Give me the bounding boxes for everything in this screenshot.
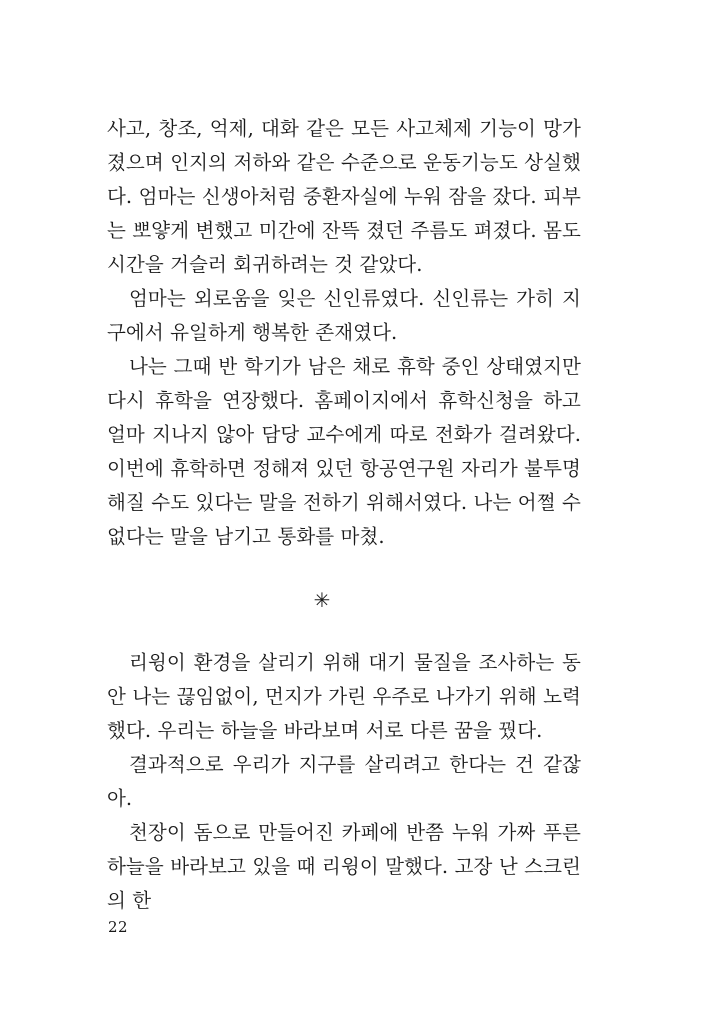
- paragraph: 엄마는 외로움을 잊은 신인류였다. 신인류는 가히 지구에서 유일하게 행복한 존재였다.: [107, 287, 581, 344]
- paragraph: 천장이 돔으로 만들어진 카페에 반쯤 누워 가짜 푸른 하늘을 바라보고 있을 때 리윙이 말했다. 고장 난 스크린의 한: [107, 821, 581, 912]
- asterisk-icon: ✳: [313, 588, 331, 612]
- section-divider: [107, 554, 581, 646]
- paragraph: 리윙이 환경을 살리기 위해 대기 물질을 조사하는 동안 나는 끊임없이, 먼지가 가린 우주로 나가기 위해 노력했다. 우리는 하늘을 바라보며 서로 다른 꿈을 꿨다.: [107, 651, 581, 742]
- page-text-block: [107, 112, 581, 918]
- paragraph: 나는 그때 반 학기가 남은 채로 휴학 중인 상태였지만 다시 휴학을 연장했다. 홈페이지에서 휴학신청을 하고 얼마 지나지 않아 담당 교수에게 따로 전화가 걸려왔다. 이번에 휴학하면 정해져 있던 항공연구원 자리가 불투명해질 수도 있다는 말을 전하기 위해서였다. 나는 어쩔 수 없다는 말을 남기고 통화를 마쳤.: [107, 355, 581, 548]
- page-number: 22: [108, 918, 129, 936]
- paragraph: 결과적으로 우리가 지구를 살리려고 한다는 건 같잖아.: [107, 753, 581, 810]
- paragraph: 사고, 창조, 억제, 대화 같은 모든 사고체제 기능이 망가졌으며 인지의 저하와 같은 수준으로 운동기능도 상실했다. 엄마는 신생아처럼 중환자실에 누워 잠을 잤다. 피부는 뽀얗게 변했고 미간에 잔뜩 졌던 주름도 펴졌다. 몸도 시간을 거슬러 회귀하려는 것 같았다.: [107, 117, 581, 276]
